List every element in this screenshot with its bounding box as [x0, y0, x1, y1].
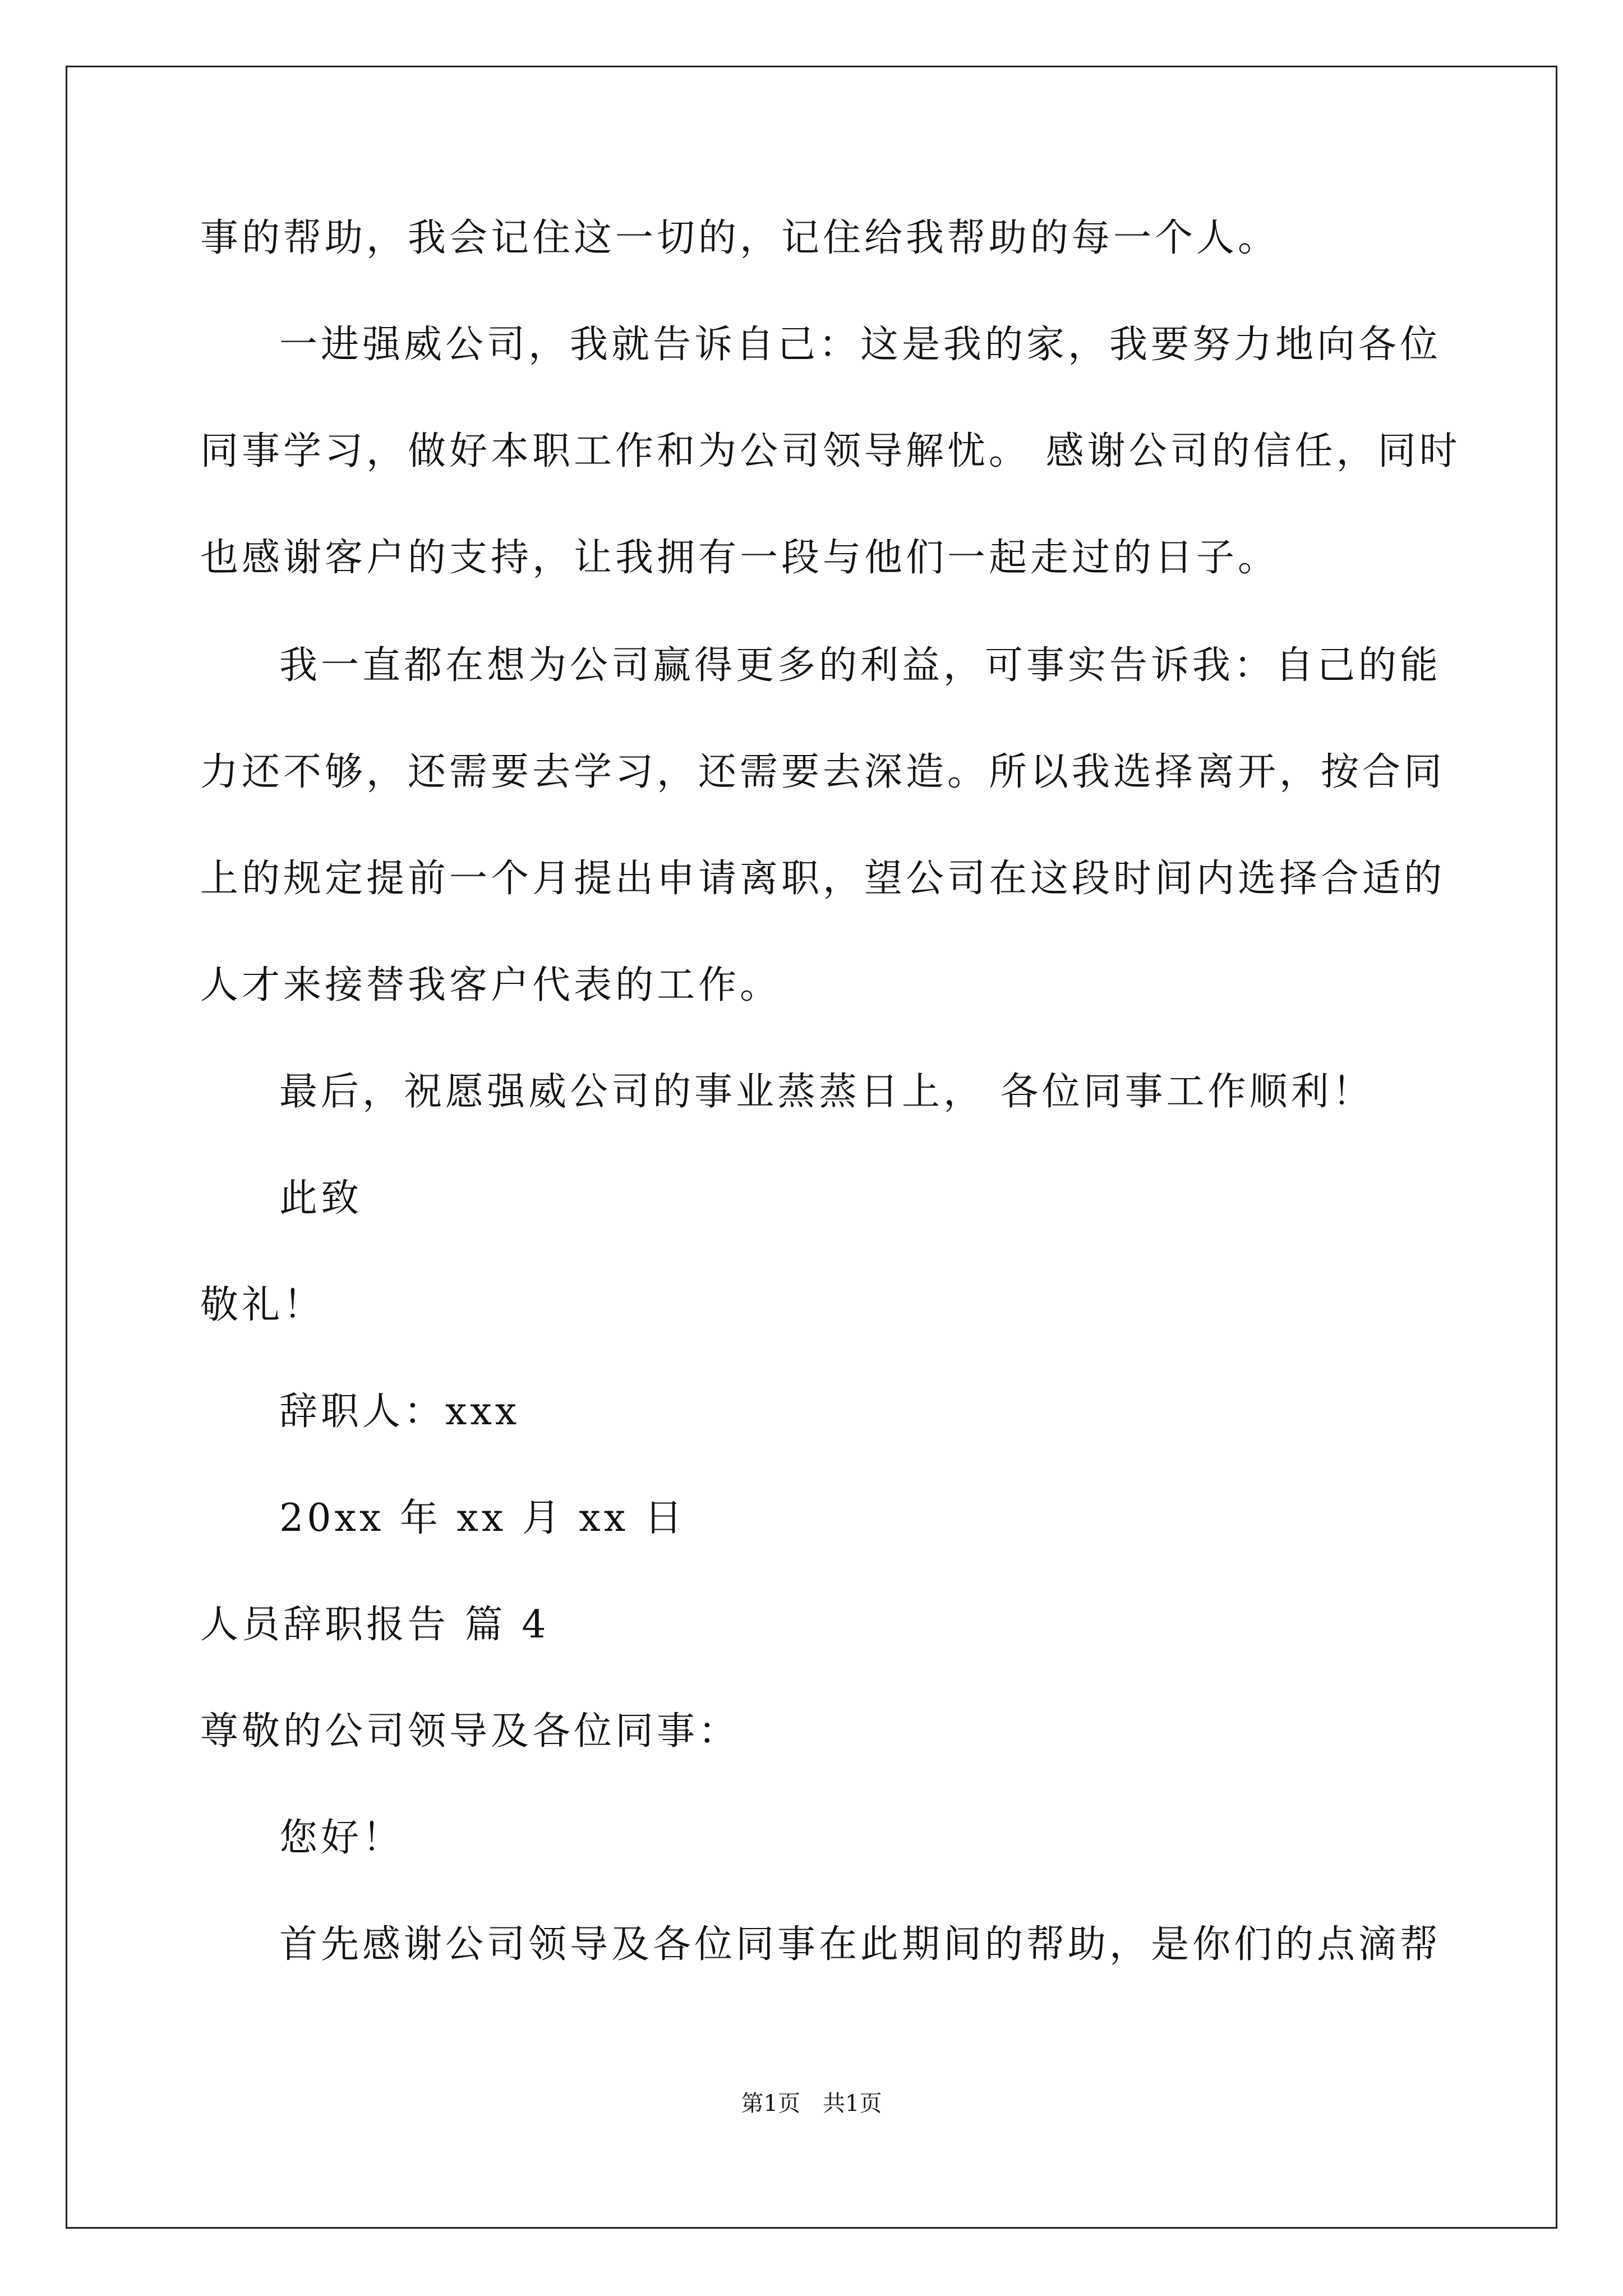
paragraph-line: 最后，祝愿强威公司的事业蒸蒸日上， 各位同事工作顺利！: [279, 1070, 1374, 1114]
paragraph-line: 上的规定提前一个月提出申请离职，望公司在这段时间内选择合适的: [200, 857, 1446, 901]
paragraph-line: 人才来接替我客户代表的工作。: [200, 963, 782, 1007]
closing-line: 此致: [279, 1176, 363, 1221]
closing-line: 敬礼！: [200, 1283, 325, 1327]
salutation-line: 尊敬的公司领导及各位同事：: [200, 1709, 740, 1754]
section-heading: 人员辞职报告 篇 4: [200, 1603, 550, 1647]
paragraph-line: 力还不够，还需要去学习，还需要去深造。所以我选择离开，按合同: [200, 750, 1446, 794]
paragraph-line: 也感谢客户的支持，让我拥有一段与他们一起走过的日子。: [200, 536, 1280, 580]
paragraph-line: 事的帮助，我会记住这一切的，记住给我帮助的每一个人。: [200, 216, 1280, 260]
paragraph-line: 一进强威公司，我就告诉自己：这是我的家，我要努力地向各位: [279, 323, 1442, 367]
page-footer: 第1页 共1页: [741, 2091, 882, 2116]
greeting-line: 您好！: [279, 1816, 404, 1860]
paragraph-line: 同事学习，做好本职工作和为公司领导解忧。 感谢公司的信任，同时: [200, 429, 1461, 473]
signature-line: 辞职人：xxx: [279, 1389, 520, 1434]
date-line: 20xx 年 xx 月 xx 日: [279, 1496, 686, 1540]
paragraph-line: 我一直都在想为公司赢得更多的利益，可事实告诉我：自己的能: [279, 643, 1442, 688]
paragraph-line: 首先感谢公司领导及各位同事在此期间的帮助，是你们的点滴帮: [279, 1922, 1442, 1967]
